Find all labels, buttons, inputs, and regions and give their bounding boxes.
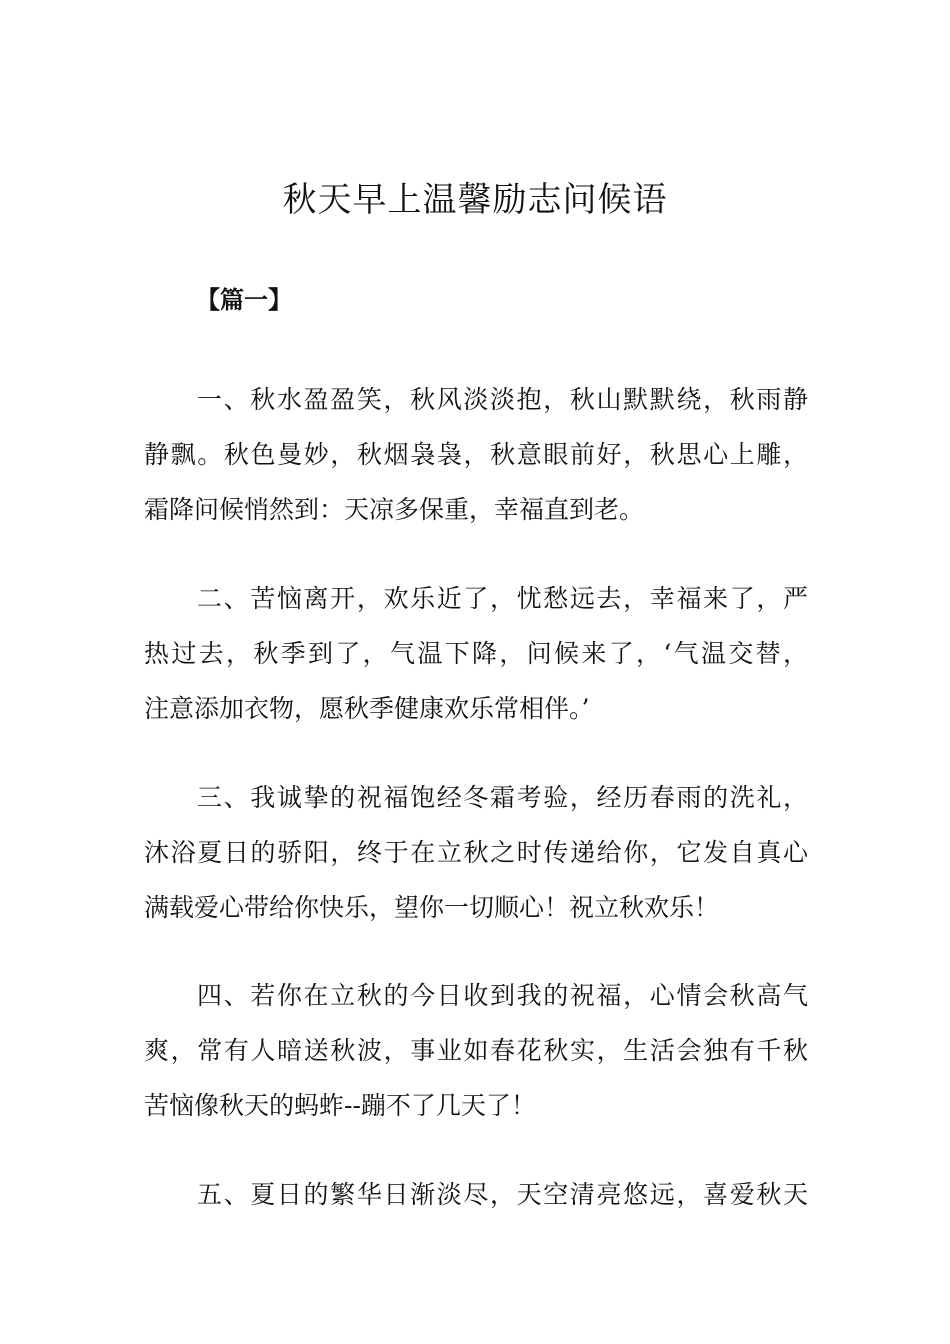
paragraph-1 — [144, 372, 808, 537]
paragraph-line: 热过去，秋季到了，气温下降，问候来了，‘气温交替， — [144, 639, 808, 668]
paragraph-3 — [144, 770, 808, 935]
paragraph-line: 苦恼像秋天的蚂蚱--蹦不了几天了！ — [144, 1091, 536, 1120]
paragraph-line: 三、我诚挚的祝福饱经冬霜考验，经历春雨的洗礼， — [197, 783, 808, 812]
paragraph-4 — [144, 968, 808, 1133]
paragraph-line: 静飘。秋色曼妙，秋烟袅袅，秋意眼前好，秋思心上雕， — [144, 440, 808, 469]
paragraph-2 — [144, 571, 808, 736]
document-title: 秋天早上温馨励志问候语 — [282, 180, 668, 220]
paragraph-line: 满载爱心带给你快乐，望你一切顺心！祝立秋欢乐！ — [144, 893, 720, 922]
paragraph-line: 五、夏日的繁华日渐淡尽，天空清亮悠远，喜爱秋天 — [197, 1180, 808, 1209]
paragraph-line: 霜降问候悄然到：天凉多保重，幸福直到老。 — [144, 495, 645, 524]
section-heading: 【篇一】 — [196, 285, 292, 314]
paragraph-line: 爽，常有人暗送秋波，事业如春花秋实，生活会独有千秋 — [144, 1036, 808, 1065]
paragraph-line: 沐浴夏日的骄阳，终于在立秋之时传递给你，它发自真心 — [144, 838, 808, 867]
paragraph-line: 四、若你在立秋的今日收到我的祝福，心情会秋高气 — [197, 981, 808, 1010]
paragraph-line: 注意添加衣物，愿秋季健康欢乐常相伴。’ — [144, 694, 590, 723]
paragraph-line: 二、苦恼离开，欢乐近了，忧愁远去，幸福来了，严 — [197, 584, 808, 613]
paragraph-5 — [144, 1167, 808, 1222]
paragraph-line: 一、秋水盈盈笑，秋风淡淡抱，秋山默默绕，秋雨静 — [197, 385, 808, 414]
